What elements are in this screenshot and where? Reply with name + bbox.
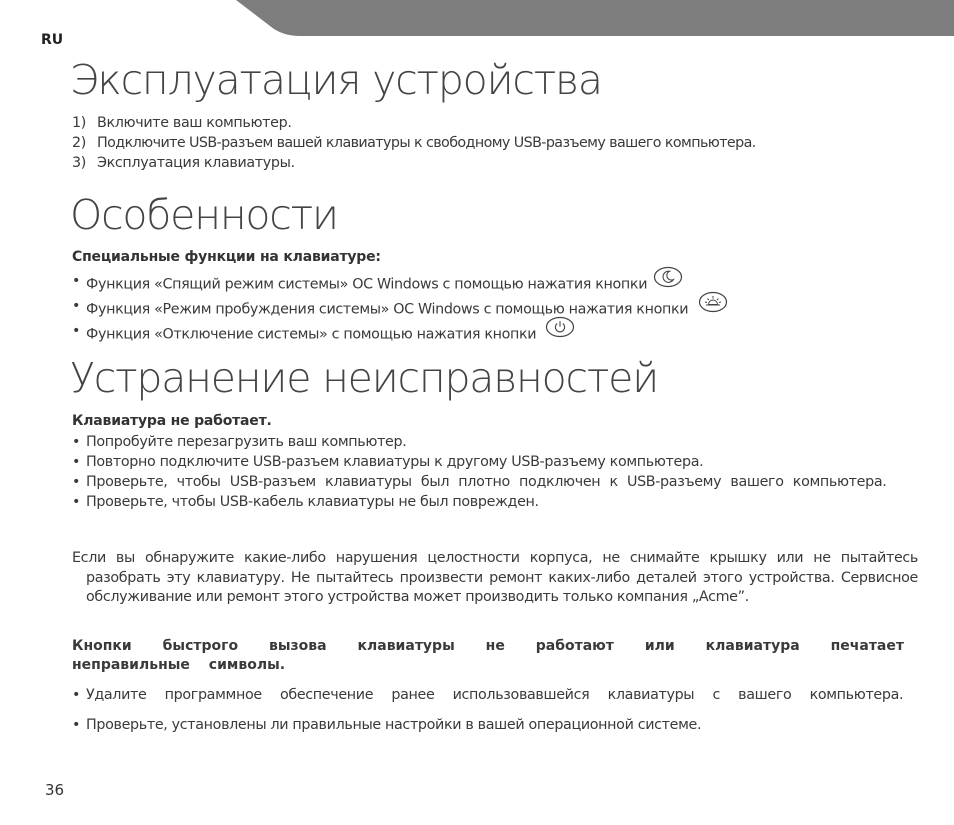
list-item: • Проверьте, чтобы USB-разъем клавиатуры был плотно подключен к USB-разъему вашего компьютера. (72, 472, 904, 492)
list-item (72, 319, 904, 344)
step-text: Включите ваш компьютер. (97, 115, 292, 131)
feature-text: Функция «Режим пробуждения системы» ОС Windows с помощью нажатия кнопки (86, 301, 689, 318)
feature-text: Функция «Спящий режим системы» ОС Windows с помощью нажатия кнопки (86, 276, 648, 293)
warning-paragraph: Если вы обнаружите какие-либо нарушения целостности корпуса, не снимайте крышку или не пытайтесь разобрать эту клавиатуру. Не пытайтесь произвести ремонт каких-либо деталей этого устройства. Сервисное обслуживание или ремонт этого устройства может производить только компания „Acme”. (72, 550, 918, 605)
list-item: • Проверьте, установлены ли правильные настройки в вашей операционной системе. (72, 715, 904, 735)
header-band (0, 0, 954, 40)
power-icon (545, 316, 575, 347)
section-title-operation: Эксплуатация устройства (70, 56, 602, 104)
wake-icon (698, 291, 728, 322)
step-text: Эксплуатация клавиатуры. (97, 155, 295, 171)
problem1-list (72, 432, 904, 512)
step-item (72, 133, 904, 153)
list-item (72, 294, 904, 319)
step-number: 3) (72, 155, 86, 171)
list-item: • Повторно подключите USB-разъем клавиатуры к другому USB-разъему компьютера. (72, 452, 904, 472)
step-item (72, 153, 904, 173)
features-list (72, 269, 904, 344)
features-list-block (72, 269, 904, 344)
section-title-features: Особенности (70, 191, 338, 239)
feature-text: Функция «Отключение системы» с помощью нажатия кнопки (86, 326, 537, 343)
list-item: • Удалите программное обеспечение ранее использовавшейся клавиатуры с вашего компьютера. (72, 685, 904, 705)
list-item: • Проверьте, чтобы USB-кабель клавиатуры не был поврежден. (72, 492, 904, 512)
step-item (72, 113, 904, 133)
step-number: 2) (72, 135, 86, 151)
list-item: • Попробуйте перезагрузить ваш компьютер. (72, 432, 904, 452)
section-title-troubleshooting: Устранение неисправностей (70, 354, 659, 402)
list-item (72, 269, 904, 294)
operation-steps (72, 113, 904, 173)
problem-heading: Кнопки быстрого вызова клавиатуры не работают или клавиатура печатает неправильные символы. (72, 638, 904, 673)
problem-heading: Клавиатура не работает. (72, 413, 272, 429)
problem2-list-block (72, 685, 904, 735)
problem1-list-block (72, 432, 904, 512)
language-label: RU (41, 32, 64, 48)
sleep-icon (653, 266, 683, 297)
features-subheading: Специальные функции на клавиатуре: (72, 249, 381, 265)
step-text: Подключите USB-разъем вашей клавиатуры к свободному USB-разъему вашего компьютера. (97, 135, 756, 151)
page-number: 36 (45, 781, 65, 799)
problem2-list (72, 685, 904, 735)
step-number: 1) (72, 115, 86, 131)
